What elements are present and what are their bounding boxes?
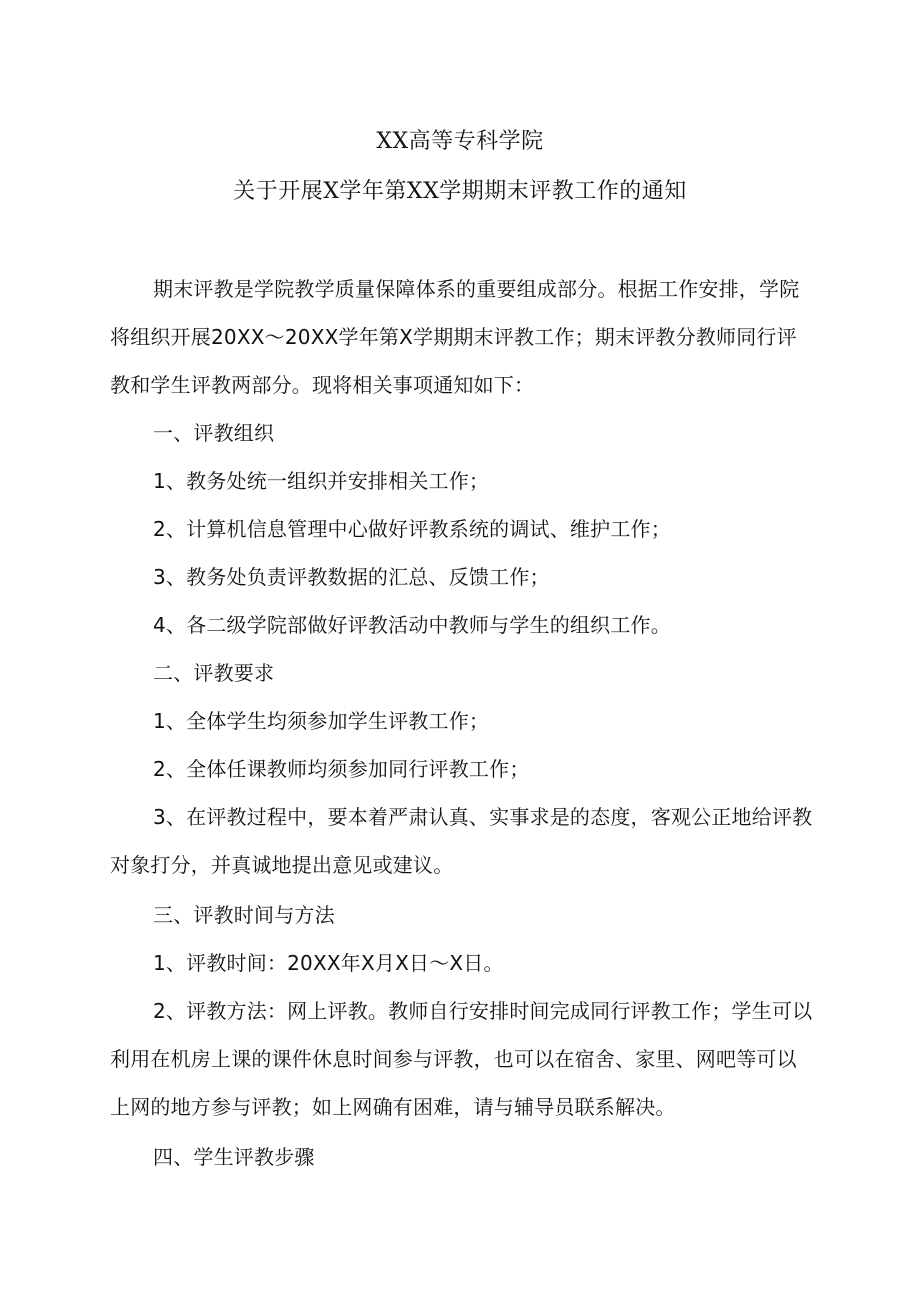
section-2-heading: 二、评教要求 [153,661,275,685]
section-1-heading: 一、评教组织 [153,421,275,445]
section-4-heading: 四、学生评教步骤 [153,1145,315,1169]
document-institution-title: XX高等专科学院 [376,129,544,154]
section-1-item: 1、教务处统一组织并安排相关工作； [153,469,490,493]
section-1-item: 4、各二级学院部做好评教活动中教师与学生的组织工作。 [153,613,671,637]
intro-paragraph: 期末评教是学院教学质量保障体系的重要组成部分。根据工作安排，学院将组织开展20XX～20XX学年第X学期期末评教工作；期末评教分教师同行评教和学生评教两部分。现将相关事项通知如下： [110,277,800,397]
section-2-item: 1、全体学生均须参加学生评教工作； [153,709,490,733]
document-notice-title: 关于开展X学年第XX学期期末评教工作的通知 [233,179,687,204]
section-3-item: 1、评教时间：20XX年X月X日～X日。 [153,951,504,975]
section-3-heading: 三、评教时间与方法 [153,903,335,927]
section-3-item: 2、评教方法：网上评教。教师自行安排时间完成同行评教工作；学生可以利用在机房上课的课件休息时间参与评教，也可以在宿舍、家里、网吧等可以上网的地方参与评教；如上网确有困难，请与辅导员联系解决。 [110,999,813,1119]
section-1-item: 2、计算机信息管理中心做好评教系统的调试、维护工作； [153,517,671,541]
section-2-item: 2、全体任课教师均须参加同行评教工作； [153,757,530,781]
section-2-item: 3、在评教过程中，要本着严肃认真、实事求是的态度，客观公正地给评教对象打分，并真诚地提出意见或建议。 [110,805,813,877]
section-1-item: 3、教务处负责评教数据的汇总、反馈工作； [153,565,550,589]
